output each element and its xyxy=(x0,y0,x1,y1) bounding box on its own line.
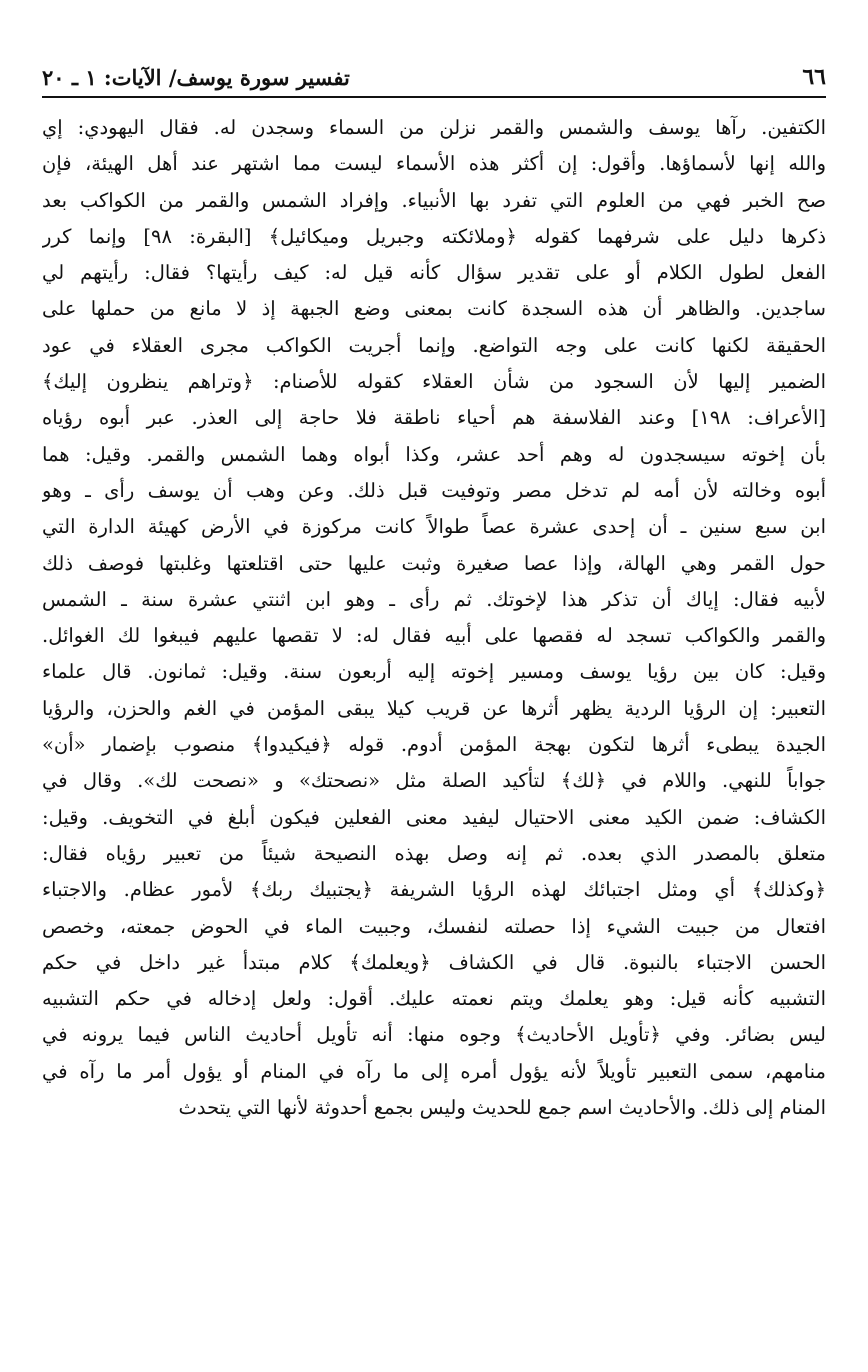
text-line: ابن سبع سنين ـ أن إحدى عشرة عصاً طوالاً كانت مركوزة في الأرض كهيئة الدارة التي xyxy=(42,515,826,539)
text-line: ليس بضائر. وفي ﴿تأويل الأحاديث﴾ وجوه منها: أنه تأويل أحاديث الناس فيما يرونه في xyxy=(42,1023,826,1047)
text-line: ذكرها دليل على شرفهما كقوله ﴿وملائكته وجبريل وميكائيل﴾ [البقرة: ٩٨] وإنما كرر xyxy=(42,224,826,248)
text-line: الحقيقة لكنها كانت على وجه التواضع. وإنما أجريت الكواكب مجرى العقلاء في عود xyxy=(42,333,826,357)
text-line: التشبيه كأنه قيل: وهو يعلمك ويتم نعمته عليك. أقول: ولعل إدخاله في حكم التشبيه xyxy=(42,987,826,1011)
running-header xyxy=(42,58,826,98)
text-line: صح الخبر فهي من العلوم التي تفرد بها الأنبياء. وإفراد الشمس والقمر من الكواكب بعد xyxy=(42,188,826,212)
text-line: والله إنها لأسماؤها. وأقول: إن أكثر هذه الأسماء ليست مما اشتهر عند أهل الهيئة، فإن xyxy=(42,152,826,176)
text-line: الفعل لطول الكلام أو على تقدير سؤال كأنه قيل له: كيف رأيتها؟ فقال: رأيتهم لي xyxy=(42,261,826,285)
text-line: لأبيه فقال: إياك أن تذكر هذا لإخوتك. ثم رأى ـ وهو ابن اثنتي عشرة سنة ـ الشمس xyxy=(42,587,826,611)
text-line: متعلق بالمصدر الذي بعده. ثم إنه وصل بهذه النصيحة شيئاً من تعبير رؤياه فقال: xyxy=(42,841,826,865)
text-line: منامهم، سمى التعبير تأويلاً لأنه يؤول أمره إلى ما رآه في المنام أو يؤول أمر ما رآه في xyxy=(42,1059,826,1083)
text-line: والقمر والكواكب تسجد له فقصها على أبيه فقال له: لا تقصها عليهم فيبغوا لك الغوائل. xyxy=(42,624,826,648)
text-line: ساجدين. والظاهر أن هذه السجدة كانت بمعنى وضع الجبهة إذ لا مانع من حملها على xyxy=(42,297,826,321)
text-line: المنام إلى ذلك. والأحاديث اسم جمع للحديث وليس بجمع أحدوثة لأنها التي يتحدث xyxy=(178,1096,826,1120)
running-title: تفسير سورة يوسف/ الآيات: ١ ـ ٢٠ xyxy=(42,64,350,90)
text-line: جواباً للنهي. واللام في ﴿لك﴾ لتأكيد الصلة مثل «نصحتك» و «نصحت لك». وقال في xyxy=(42,769,826,793)
page-number: ٦٦ xyxy=(802,64,826,90)
text-line: الضمير إليها لأن السجود من شأن العقلاء كقوله للأصنام: ﴿وتراهم ينظرون إليك﴾ xyxy=(42,370,826,394)
text-line: [الأعراف: ١٩٨] وعند الفلاسفة هم أحياء ناطقة فلا حاجة إلى العذر. عبر أبوه رؤياه xyxy=(42,406,826,430)
text-line: التعبير: إن الرؤيا الردية يظهر أثرها عن قريب كيلا يبقى المؤمن في الغم والحزن، والرؤيا xyxy=(42,696,826,720)
text-line: ﴿وكذلك﴾ أي ومثل اجتبائك لهذه الرؤيا الشريفة ﴿يجتبيك ربك﴾ لأمور عظام. والاجتباء xyxy=(42,878,826,902)
text-line: أبوه وخالته لأن أمه لم تدخل مصر وتوفيت قبل ذلك. وعن وهب أن يوسف رأى ـ وهو xyxy=(42,478,826,502)
text-line: وقيل: كان بين رؤيا يوسف ومسير إخوته إليه أربعون سنة. وقيل: ثمانون. قال علماء xyxy=(42,660,826,684)
text-line: الكشاف: ضمن الكيد معنى الاحتيال ليفيد معنى الفعلين فيكون أبلغ في التخويف. وقيل: xyxy=(42,805,826,829)
text-line: حول القمر وهي الهالة، وإذا عصا صغيرة وثبت عليها حتى اقتلعتها وغلبتها فوصف ذلك xyxy=(42,551,826,575)
text-line: الكتفين. رآها يوسف والشمس والقمر نزلن من السماء وسجدن له. فقال اليهودي: إي xyxy=(42,116,826,139)
body-text xyxy=(42,110,826,1126)
text-line: بأن إخوته سيسجدون له وهم أحد عشر، وكذا أبواه وهما الشمس والقمر. وقيل: هما xyxy=(42,442,826,466)
text-line: الجيدة يبطىء أثرها لتكون بهجة المؤمن أدوم. قوله ﴿فيكيدوا﴾ منصوب بإضمار «أن» xyxy=(42,733,826,757)
text-line: افتعال من جبيت الشيء إذا حصلته لنفسك، وجبيت الماء في الحوض جمعته، وخصص xyxy=(42,914,826,938)
text-line: الحسن الاجتباء بالنبوة. قال في الكشاف ﴿ويعلمك﴾ كلام مبتدأ غير داخل في حكم xyxy=(42,950,826,974)
